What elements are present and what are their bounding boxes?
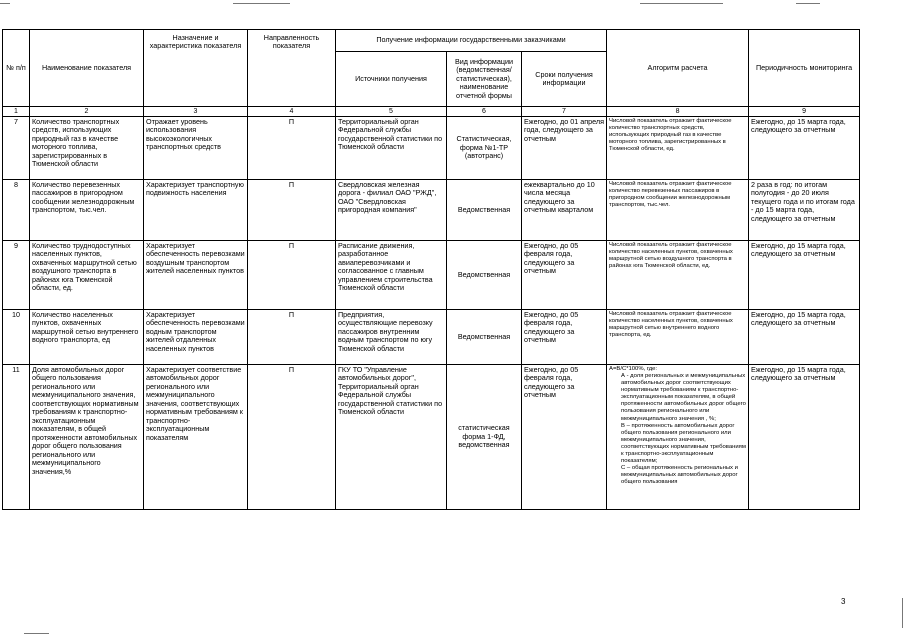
row-num: 9 [3, 241, 30, 310]
column-number: 5 [336, 107, 447, 117]
row-deadline: ежеквартально до 10 числа месяца следующего за отчетным кварталом [522, 180, 607, 241]
row-info-type: Ведомственная [447, 241, 522, 310]
page-number: 3 [841, 597, 846, 606]
table-row [3, 241, 860, 310]
row-sources: Свердловская железная дорога - филиал ОАО "РЖД", ОАО "Свердловская пригородная компания" [336, 180, 447, 241]
row-num: 7 [3, 117, 30, 180]
row-name: Количество перевезенных пассажиров в пригородном сообщении железнодорожным транспортом, тыс.чел. [30, 180, 144, 241]
row-purpose: Характеризует транспортную подвижность населения [144, 180, 248, 241]
header-algorithm: Алгоритм расчета [607, 30, 749, 107]
column-number: 4 [248, 107, 336, 117]
column-number: 2 [30, 107, 144, 117]
row-info-type: Ведомственная [447, 180, 522, 241]
header-direction: Направленность показателя [248, 30, 336, 107]
row-name: Количество труднодоступных населенных пунктов, охваченных маршрутной сетью воздушного транспорта в районах юга Тюменской области, ед. [30, 241, 144, 310]
row-purpose: Отражает уровень использования высокоэкологичных транспортных средств [144, 117, 248, 180]
row-name: Количество транспортных средств, использующих природный газ в качестве моторного топлива, зарегистрированных в Тюменской области [30, 117, 144, 180]
row-algorithm: Числовой показатель отражает фактическое количество перевезенных пассажиров в пригородном сообщении железнодорожным транспортом, тыс.чел. [607, 180, 749, 241]
header-purpose: Назначение и характеристика показателя [144, 30, 248, 107]
row-name: Доля автомобильных дорог общего пользования регионального или межмуниципального значения, соответствующих нормативным требованиям к транспортно-эксплуатационным показателям, в общей протяженности автомобильных дорог общего пользования регионального или межмуниципального значения,% [30, 365, 144, 510]
row-deadline: Ежегодно, до 01 апреля года, следующего за отчетным [522, 117, 607, 180]
row-info-type: статистическая форма 1-ФД, ведомственная [447, 365, 522, 510]
header-name: Наименование показателя [30, 30, 144, 107]
row-sources: ГКУ ТО "Управление автомобильных дорог", Территориальный орган Федеральной службы государственной статистики по Тюменской области [336, 365, 447, 510]
row-sources: Территориальный орган Федеральной службы государственной статистики по Тюменской области [336, 117, 447, 180]
column-number: 6 [447, 107, 522, 117]
header-sources: Источники получения [336, 52, 447, 107]
row-direction: П [248, 310, 336, 365]
column-number: 9 [749, 107, 860, 117]
table-row [3, 180, 860, 241]
header-period: Периодичность мониторинга [749, 30, 860, 107]
row-direction: П [248, 365, 336, 510]
algorithm-definition-c: С – общая протяженность региональных и межмуниципальных автомобильных дорог общего пользования [621, 465, 738, 486]
row-num: 11 [3, 365, 30, 510]
row-period: 2 раза в год: по итогам полугодия - до 20 июля текущего года и по итогам года - до 15 марта года, следующего за отчетным [749, 180, 860, 241]
row-period: Ежегодно, до 15 марта года, следующего за отчетным [749, 310, 860, 365]
row-deadline: Ежегодно, до 05 февраля года, следующего за отчетным [522, 310, 607, 365]
row-info-type: Статистическая, форма №1-ТР (автотранс) [447, 117, 522, 180]
table-row [3, 310, 860, 365]
scan-line [24, 633, 49, 634]
table-row [3, 117, 860, 180]
column-number: 3 [144, 107, 248, 117]
row-name: Количество населенных пунктов, охваченных маршрутной сетью внутреннего водного транспорта, ед [30, 310, 144, 365]
column-number: 8 [607, 107, 749, 117]
scan-line [640, 3, 723, 4]
row-direction: П [248, 117, 336, 180]
scan-line [796, 3, 820, 4]
scan-line [233, 3, 290, 4]
row-algorithm: Числовой показатель отражает фактическое количество населенных пунктов, охваченных маршрутной сетью внутреннего водного транспорта, ед. [607, 310, 749, 365]
column-number: 7 [522, 107, 607, 117]
scan-line [0, 3, 10, 4]
row-purpose: Характеризует обеспеченность перевозками воздушным транспортом жителей населенных пунктов [144, 241, 248, 310]
row-purpose: Характеризует соответствие автомобильных дорог регионального или межмуниципального значения, соответствующих нормативным требованиям к транспортно-эксплуатационным показателям [144, 365, 248, 510]
row-direction: П [248, 241, 336, 310]
row-algorithm: Числовой показатель отражает фактическое количество населенных пунктов, охваченных маршрутной сетью воздушного транспорта в районах юга Тюменской области, ед. [607, 241, 749, 310]
row-deadline: Ежегодно, до 05 февраля года, следующего за отчетным [522, 241, 607, 310]
row-algorithm [607, 365, 749, 510]
row-period: Ежегодно, до 15 марта года, следующего за отчетным [749, 117, 860, 180]
row-sources: Предприятия, осуществляющие перевозку пассажиров внутренним водным транспортом по югу Тюменской области [336, 310, 447, 365]
row-purpose: Характеризует обеспеченность перевозками водным транспортом жителей отдаленных населенных пунктов [144, 310, 248, 365]
header-info-type: Вид информации (ведомственная/ статистическая), наименование отчетной формы [447, 52, 522, 107]
algorithm-formula: А=В/С*100%, где: [609, 366, 658, 372]
scan-edge-mark [902, 598, 903, 628]
monitoring-table [2, 29, 860, 510]
header-deadline: Сроки получения информации [522, 52, 607, 107]
table-row [3, 365, 860, 510]
row-direction: П [248, 180, 336, 241]
header-num: № п/п [3, 30, 30, 107]
row-num: 8 [3, 180, 30, 241]
algorithm-definition-a: А - доля региональных и межмуниципальных автомобильных дорог соответствующих нормативным требованиям к транспортно-эксплуатационным показателям, в общей протяженности автомобильных дорог общего пользования регионального или межмуниципального значения , %; [621, 373, 746, 422]
header-info-group: Получение информации государственными заказчиками [336, 30, 607, 52]
row-info-type: Ведомственная [447, 310, 522, 365]
row-period: Ежегодно, до 15 марта года, следующего за отчетным [749, 365, 860, 510]
column-number: 1 [3, 107, 30, 117]
algorithm-definition-b: В – протяженность автомобильных дорог общего пользования регионального или межмуниципального значения, соответствующих нормативным требованиям к транспортно-эксплуатационным показателям; [621, 422, 746, 465]
row-algorithm: Числовой показатель отражает фактическое количество транспортных средств, использующих природный газ в качестве моторного топлива, зарегистрированных в Тюменской области, ед. [607, 117, 749, 180]
column-number-row [3, 107, 860, 117]
row-deadline: Ежегодно, до 05 февраля года, следующего за отчетным [522, 365, 607, 510]
row-num: 10 [3, 310, 30, 365]
row-period: Ежегодно, до 15 марта года, следующего за отчетным [749, 241, 860, 310]
row-sources: Расписание движения, разработанное авиаперевозчиками и согласованное с главным управлением строительства Тюменской области [336, 241, 447, 310]
